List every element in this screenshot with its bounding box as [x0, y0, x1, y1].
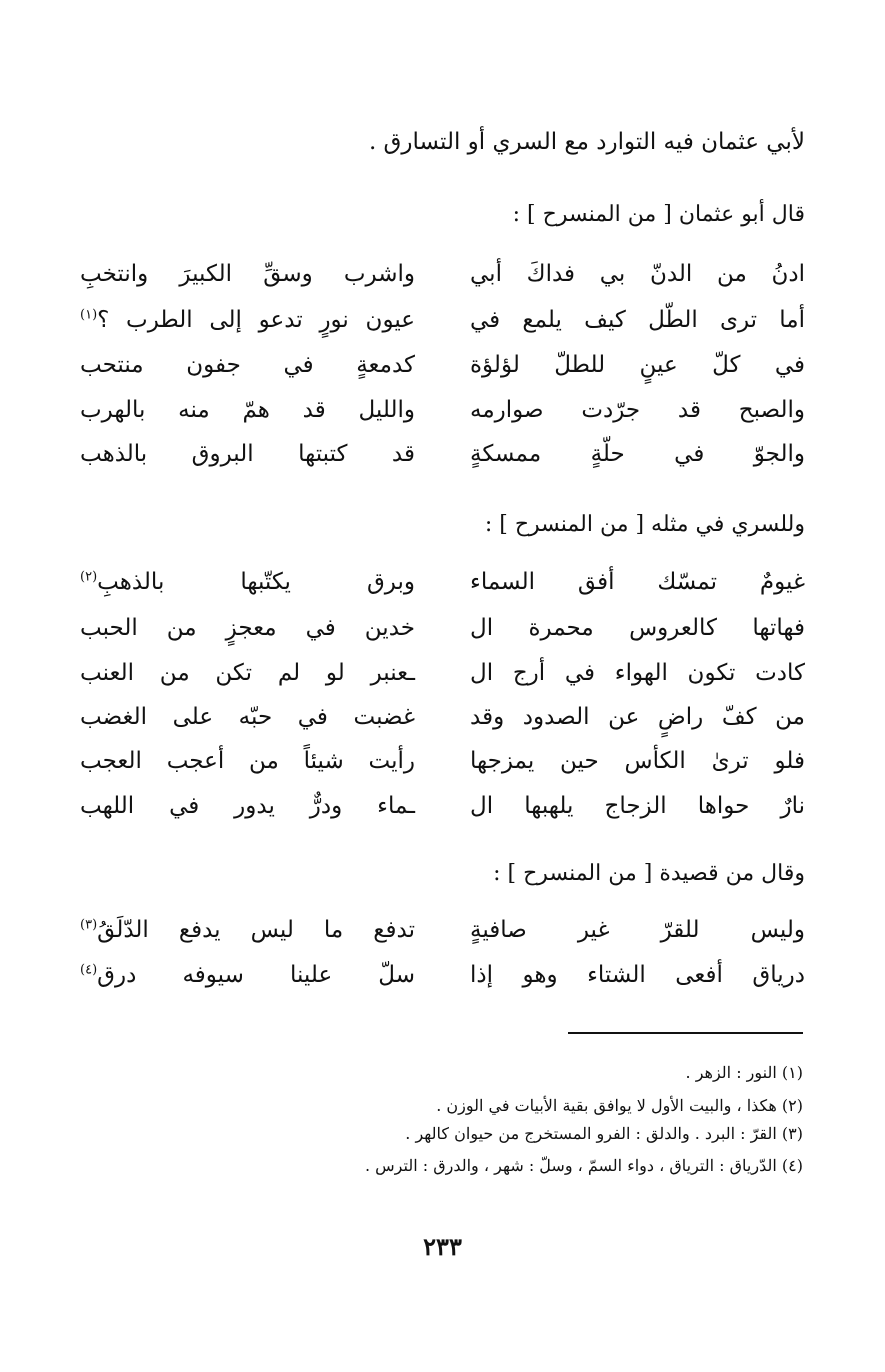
- verse-line: [80, 390, 805, 430]
- verse-line: [80, 562, 805, 602]
- verse-line: [80, 955, 805, 995]
- verse-second-hemistich: [80, 741, 415, 781]
- hemistich-text: وبرق يكتّبها بالذهبِ: [97, 569, 415, 595]
- verse-first-hemistich: فهاتها كالعروس محمرة ال: [470, 615, 805, 641]
- verse-first-hemistich: من كفّ راضٍ عن الصدود وقد: [470, 704, 805, 730]
- verse-second-hemistich: [80, 345, 415, 385]
- verse-first-hemistich: وليس للقرّ غير صافيةٍ: [470, 917, 805, 943]
- verse-line: [80, 697, 805, 737]
- verse-second-hemistich: [80, 390, 415, 430]
- footnote-marker: (٣): [80, 917, 98, 933]
- verse-second-hemistich: [80, 562, 415, 602]
- verse-line: [80, 786, 805, 826]
- verse-first-hemistich: غيومٌ تمسّك أفق السماء: [470, 569, 805, 595]
- hemistich-text: ـماء ودرٌّ يدور في اللهب: [80, 793, 415, 819]
- hemistich-text: رأيت شيئاً من أعجب العجب: [80, 748, 415, 774]
- verse-line: [80, 653, 805, 693]
- verse-second-hemistich: [80, 955, 415, 995]
- hemistich-text: سلّ علينا سيوفه درق: [97, 962, 415, 988]
- verse-first-hemistich: والجوّ في حلّةٍ ممسكةٍ: [470, 441, 805, 467]
- section-heading: وقال من قصيدة [ من المنسرح ] :: [493, 861, 805, 886]
- footnote: (٢) هكذا ، والبيت الأول لا يوافق بقية الأبيات في الوزن .: [436, 1096, 803, 1115]
- hemistich-text: كدمعةٍ في جفون منتحب: [80, 352, 415, 378]
- hemistich-text: عيون نورٍ تدعو إلى الطرب ؟: [97, 307, 415, 333]
- verse-line: [80, 741, 805, 781]
- footnote: (٣) القرّ : البرد . والدلق : الفرو المستخرج من حيوان كالهر .: [405, 1124, 803, 1143]
- section-heading: قال أبو عثمان [ من المنسرح ] :: [512, 202, 805, 227]
- intro-line: لأبي عثمان فيه التوارد مع السري أو التسارق .: [368, 129, 805, 155]
- hemistich-text: غضبت في حبّه على الغضب: [80, 704, 415, 730]
- verse-line: [80, 910, 805, 950]
- verse-first-hemistich: ادنُ من الدنّ بي فداكَ أبي: [470, 261, 805, 287]
- footnote-separator: [568, 1032, 803, 1034]
- footnote: (١) النور : الزهر .: [685, 1063, 803, 1082]
- verse-second-hemistich: [80, 608, 415, 648]
- verse-second-hemistich: [80, 697, 415, 737]
- verse-line: [80, 300, 805, 340]
- hemistich-text: واشرب وسقِّ الكبيرَ وانتخبِ: [80, 261, 415, 287]
- verse-line: [80, 608, 805, 648]
- verse-first-hemistich: والصبح قد جرّدت صوارمه: [470, 397, 805, 423]
- hemistich-text: ـعنبر لو لم تكن من العنب: [80, 660, 415, 686]
- verse-first-hemistich: أما ترى الطّل كيف يلمع في: [470, 307, 805, 333]
- verse-line: [80, 434, 805, 474]
- footnote: (٤) الدّرياق : الترياق ، دواء السمّ ، وسلّ : شهر ، والدرق : الترس .: [364, 1156, 803, 1175]
- verse-second-hemistich: [80, 786, 415, 826]
- verse-first-hemistich: في كلّ عينٍ للطلّ لؤلؤة: [470, 352, 805, 378]
- hemistich-text: والليل قد همّ منه بالهرب: [80, 397, 415, 423]
- verse-second-hemistich: [80, 434, 415, 474]
- verse-second-hemistich: [80, 910, 415, 950]
- verse-line: [80, 254, 805, 294]
- verse-first-hemistich: كادت تكون الهواء في أرج ال: [470, 660, 805, 686]
- section-heading: وللسري في مثله [ من المنسرح ] :: [484, 512, 805, 537]
- verse-first-hemistich: نارٌ حواها الزجاج يلهبها ال: [470, 793, 805, 819]
- page-number: ٢٣٣: [423, 1232, 462, 1261]
- verse-second-hemistich: [80, 254, 415, 294]
- verse-first-hemistich: فلو ترىٰ الكأس حين يمزجها: [470, 748, 805, 774]
- hemistich-text: تدفع ما ليس يدفع الدّلَقُ: [97, 917, 415, 943]
- verse-second-hemistich: [80, 653, 415, 693]
- verse-line: [80, 345, 805, 385]
- hemistich-text: قد كتبتها البروق بالذهب: [80, 441, 415, 467]
- hemistich-text: خدين في معجزٍ من الحبب: [80, 615, 415, 641]
- footnote-marker: (٢): [80, 569, 98, 585]
- footnote-marker: (١): [80, 307, 98, 323]
- footnote-marker: (٤): [80, 962, 98, 978]
- verse-second-hemistich: [80, 300, 415, 340]
- verse-first-hemistich: درياق أفعى الشتاء وهو إذا: [470, 962, 805, 988]
